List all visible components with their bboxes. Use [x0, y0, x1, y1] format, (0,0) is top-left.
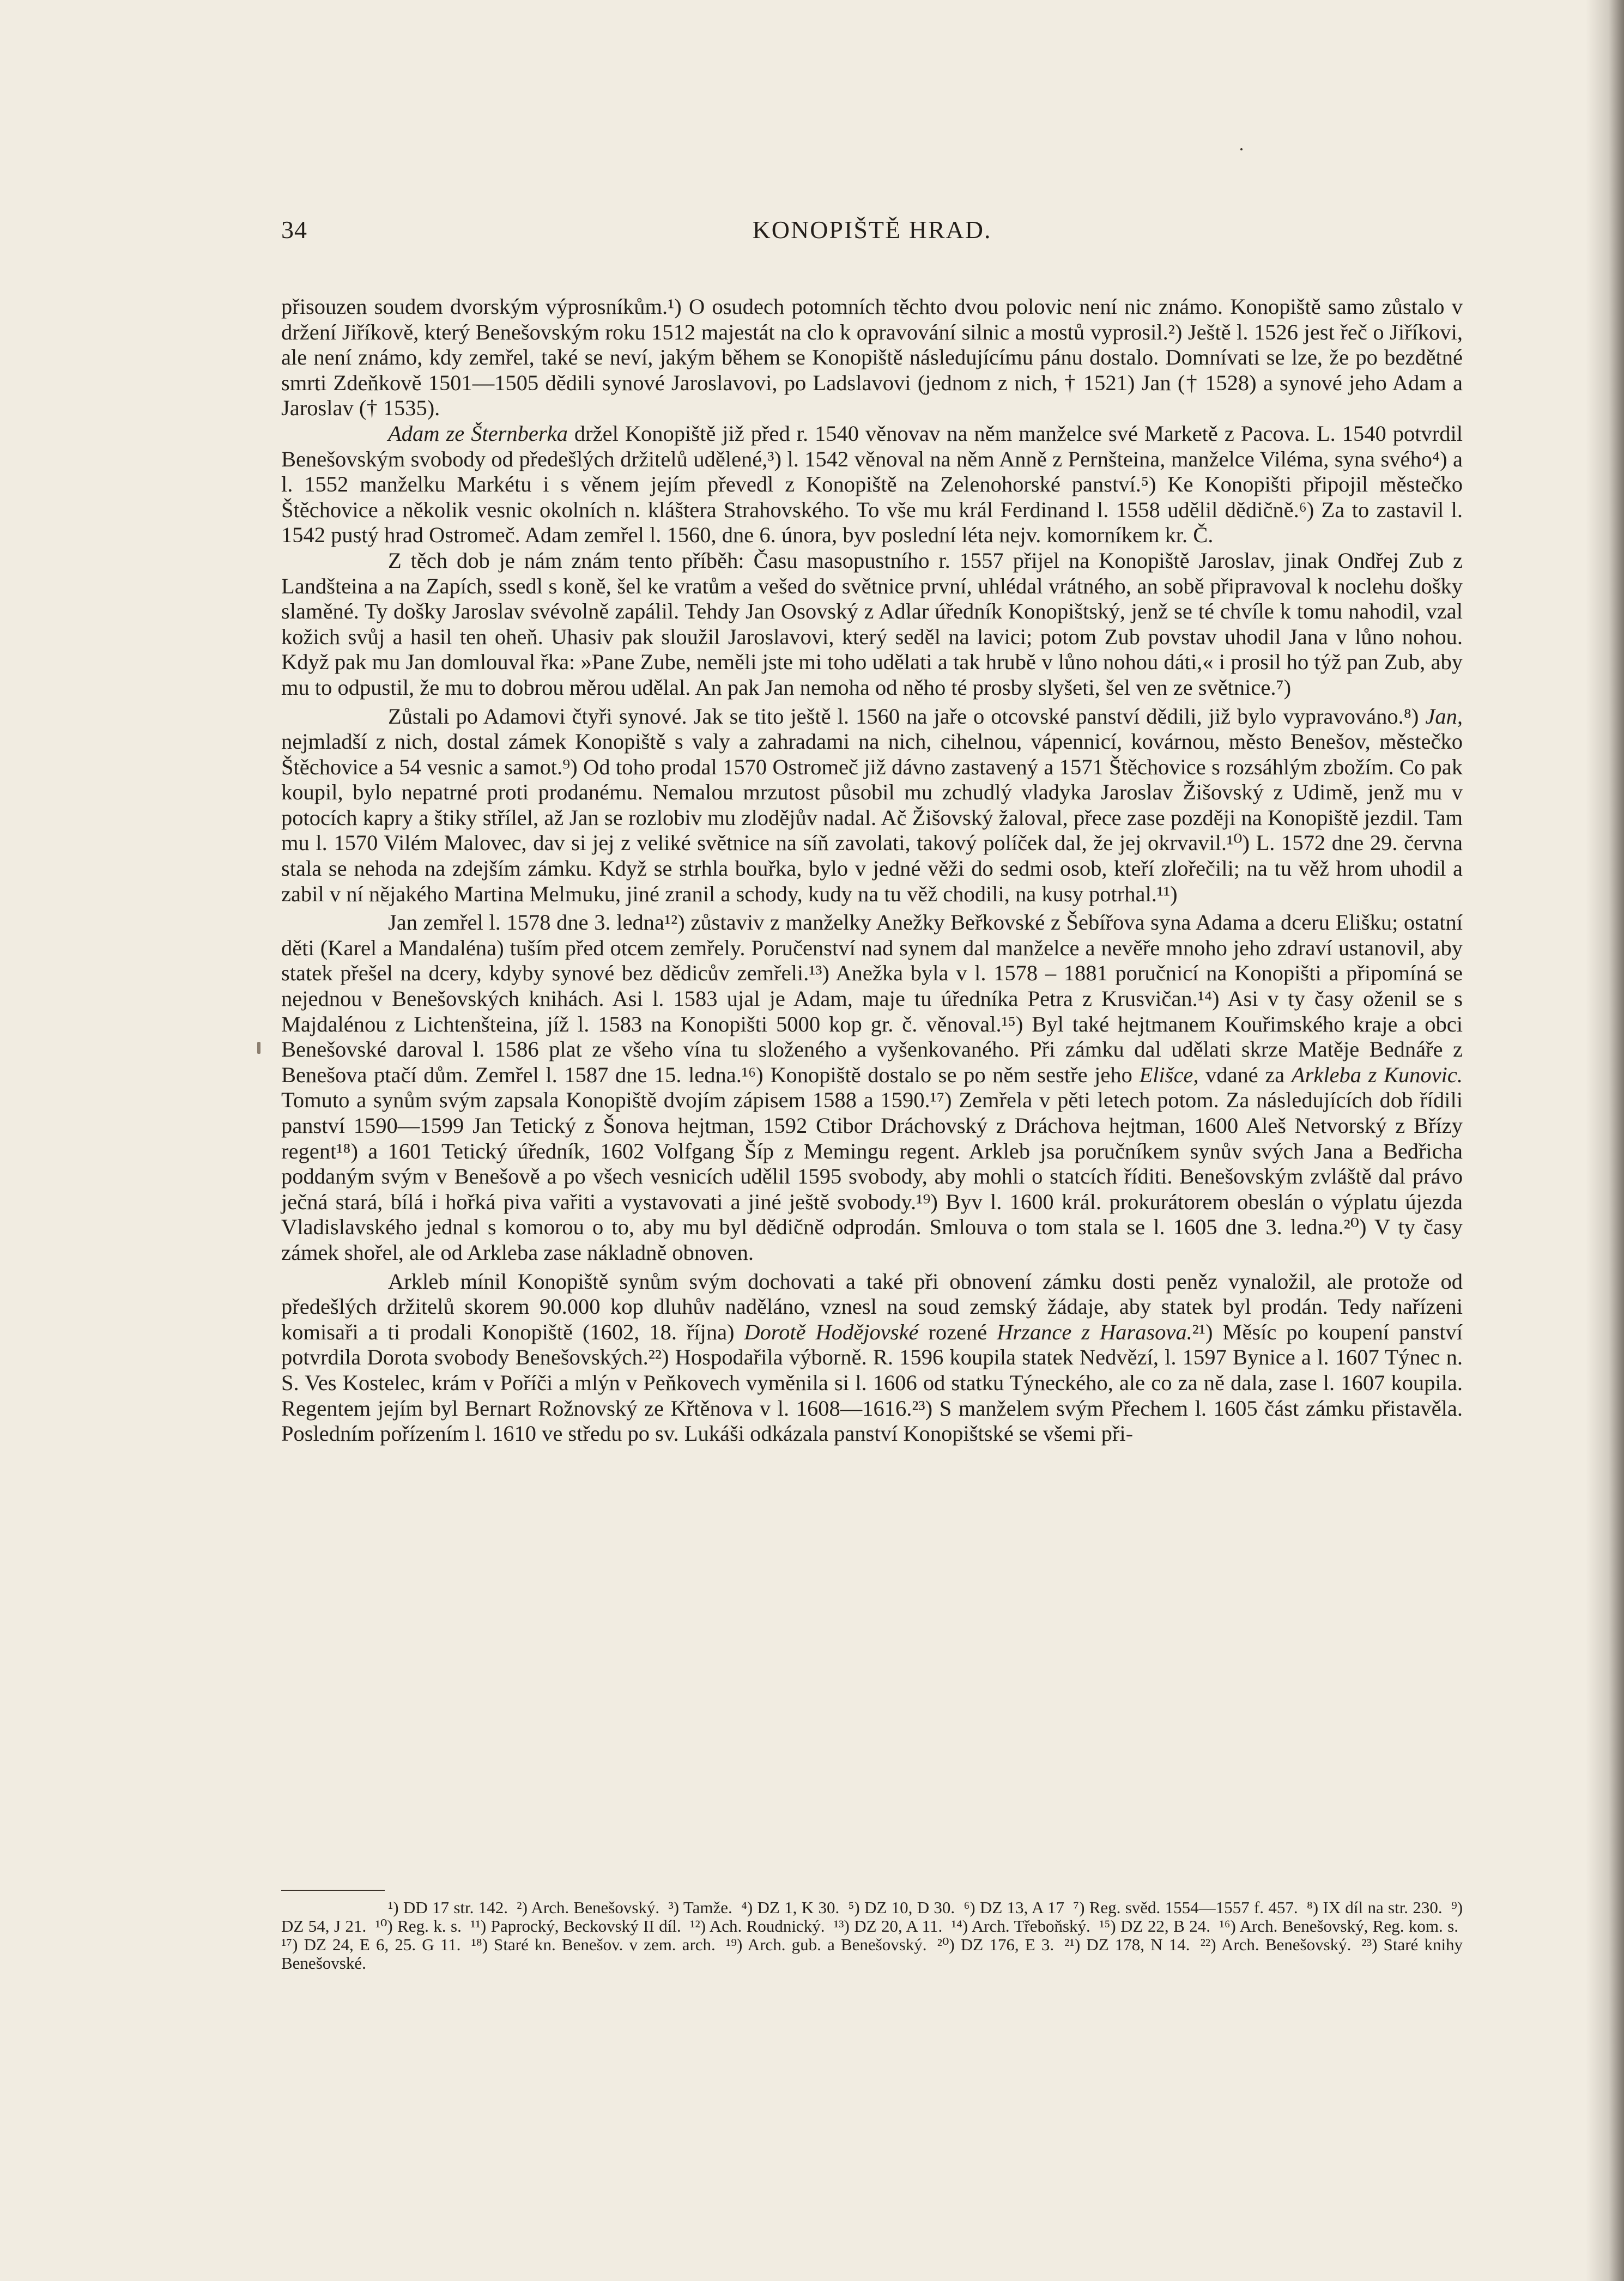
paragraph	[281, 910, 1463, 1265]
footnote: ¹¹) Paprocký, Beckovský II díl.	[470, 1916, 681, 1936]
footnote: ¹⁵) DZ 22, B 24.	[1099, 1916, 1210, 1936]
paper-speck	[257, 1042, 260, 1054]
footnote: ⁵) DZ 10, D 30.	[848, 1898, 955, 1917]
body-text	[281, 294, 1463, 1447]
footnote: ²¹) DZ 178, N 14.	[1064, 1935, 1190, 1954]
paragraph-text: Jan zemřel l. 1578 dne 3. ledna¹²) zůstaviv z manželky Anežky Beřkovské z Šebířova syna Adama a dceru Elišku; ostatní děti (Karel a Mandaléna) tuším před otcem zemřely. Poručenství nad synem dal manželce a nevěře mnoho jeho zdraví ustanovil, aby statek přešel na dcery, kdyby synové bez dědicův zemřeli.¹³) Anežka byla v l. 1578 – 1881 poručnicí na Konopišti a připomíná se nejednou v Benešovských knihách. Asi l. 1583 ujal je Adam, maje tu úředníka Petra z Krusvičan.¹⁴) Asi v ty časy oženil se s Majdalénou z Lichtenšteina, jíž l. 1583 na Konopišti 5000 kop gr. č. věnoval.¹⁵) Byl také hejtmanem Kouřimského kraje a obci Benešovské daroval l. 1586 plat ze všeho vína tu složeného a vyšenkovaného. Při zámku dal udělati skrze Matěje Bednáře z Benešova ptačí dům. Zemřel l. 1587 dne 15. ledna.¹⁶) Konopiště dostalo se po něm sestře jeho	[281, 910, 1463, 1087]
paragraph	[281, 421, 1463, 548]
person-name: Dorotě Hodějovské	[744, 1319, 919, 1344]
paragraph-text: držel Konopiště již před r. 1540 věnovav na něm manželce své Marketě z Pacova. L. 1540 potvrdil Benešovským svobody od předešlých držitelů udělené,³) l. 1542 věnoval na něm Anně z Pernšteina, manželce Viléma, syna svého⁴) a l. 1552 manželku Markétu i s věnem jejím převedl z Konopiště na Zelenohorské panství.⁵) Ke Konopišti připojil městečko Štěchovice a několik vesnic okolních n. kláštera Strahovského. To vše mu král Ferdinand l. 1558 udělil dědičně.⁶) Za to zastavil l. 1542 pustý hrad Ostromeč. Adam zemřel l. 1560, dne 6. února, byv poslední léta nejv. komorníkem kr. Č.	[281, 421, 1463, 548]
footnote: ¹²) Ach. Roudnický.	[690, 1916, 825, 1936]
page-edge-shadow	[1586, 0, 1624, 2281]
page-header	[281, 215, 1463, 264]
person-name: Arkleba z Kunovic.	[1291, 1062, 1463, 1087]
paragraph	[281, 1269, 1463, 1447]
footnote: ¹⁹) Arch. gub. a Benešovský.	[725, 1935, 927, 1954]
footnote: ²) Arch. Benešovský.	[517, 1898, 660, 1917]
paragraph-text: Z těch dob je nám znám tento příběh: Času masopustního r. 1557 přijel na Konopiště Jaroslav, jinak Ondřej Zub z Landšteina a na Zapích, ssedl s koně, šel ke vratům a vešed do světnice první, uhlédal vrátného, an sobě připravoval k noclehu došky slaměné. Ty došky Jaroslav svévolně zapálil. Tehdy Jan Osovský z Adlar úředník Konopištský, jenž se té chvíle k tomu nahodil, vzal kožich svůj a hasil ten oheň. Uhasiv pak sloužil Jaroslavovi, který seděl na lavici; potom Zub povstav uhodil Jana v lůno nohou. Když pak mu Jan domlouval řka: »Pane Zube, neměli jste mi toho udělati a tak hrubě v lůno nohou dáti,« i prosil ho týž pan Zub, aby mu to odpustil, že mu to dobrou měrou udělal. An pak Jan nemoha od něho té prosby slyšeti, šel ven ze světnice.⁷)	[281, 548, 1463, 700]
footnote: ¹³) DZ 20, A 11.	[833, 1916, 943, 1936]
footnote: ⁷) Reg. svěd. 1554—1557 f. 457.	[1073, 1898, 1298, 1917]
paragraph	[281, 548, 1463, 701]
footnote: ⁹) DZ 54, J 21.	[281, 1898, 1463, 1936]
paragraph-text: Zůstali po Adamovi čtyři synové. Jak se tito ještě l. 1560 na jaře o otcovské panství dědili, již bylo vypravováno.⁸)	[388, 703, 1426, 729]
paragraph-text: vdané za	[1198, 1062, 1292, 1087]
paragraph-text: přisouzen soudem dvorským výprosníkům.¹) O osudech potomních těchto dvou polovic není nic známo. Konopiště samo zůstalo v držení Jiříkově, který Benešovským roku 1512 majestát na clo k opravování silnic a mostů vyprosil.²) Ještě l. 1526 jest řeč o Jiříkovi, ale není známo, kdy zemřel, také se neví, jakým během se Konopiště následujícímu pánu dostalo. Domnívati se lze, že po bezdětné smrti Zdeňkově 1501—1505 dědili synové Jaroslavovi, po Ladslavovi (jednom z nich, † 1521) Jan († 1528) a synové jeho Adam a Jaroslav († 1535).	[281, 294, 1463, 421]
paragraph-text: nejmladší z nich, dostal zámek Konopiště s valy a zahradami na nich, cihelnou, vápennicí, kovárnou, město Benešov, městečko Štěchovice a 54 vesnic a samot.⁹) Od toho prodal 1570 Ostromeč již dávno zastavený a 1571 Štěchovice s rozsáhlým zbožím. Co pak koupil, bylo nepatrné proti prodanému. Nemalou mrzutost působil mu zchudlý vladyka Jaroslav Žišovský z Udimě, jenž mu v potocích kapry a štiky střílel, až Jan se rozlobiv mu zlodějův nadal. Ač Žišovský žaloval, přece zase později na Konopiště jezdil. Tam mu l. 1570 Vilém Malovec, dav si jej z veliké světnice na síň zavolati, takový políček dal, že jej okrvavil.¹⁰) L. 1572 dne 29. června stala se nehoda na zdejším zámku. Když se strhla bouřka, bylo v jedné věži do sedmi osob, kteří zlořečili; na tu věž hrom uhodil a zabil v ní nějakého Martina Melmuku, jiné zranil a schody, kudy na tu věž chodili, na kusy potrhal.¹¹)	[281, 729, 1463, 906]
paragraph	[281, 704, 1463, 907]
paper-speck	[1240, 148, 1243, 150]
footnote: ⁸) IX díl na str. 230.	[1306, 1898, 1443, 1917]
paragraph-text: Arkleb mínil Konopiště synům svým dochovati a také při obnovení zámku dosti peněz vynaložil, ale protože od předešlých držitelů skorem 90.000 kop dluhův naděláno, vznesl na soud zemský žádaje, aby statek byl prodán. Tedy nařízeni komisaři a ti prodali Konopiště (1602, 18. října)	[281, 1269, 1463, 1344]
footnote: ¹⁶) Arch. Benešovský, Reg. kom. s.	[1219, 1916, 1459, 1936]
person-name: Hrzance z Harasova.	[997, 1319, 1192, 1344]
footnote: ²³) Staré knihy Benešovské.	[281, 1935, 1463, 1973]
footnote: ³) Tamže.	[668, 1898, 732, 1917]
footnote: ²²) Arch. Benešovský.	[1200, 1935, 1352, 1954]
footnotes	[281, 1898, 1463, 1973]
footnote: ¹⁷) DZ 24, E 6, 25. G 11.	[281, 1935, 461, 1954]
person-name: Adam ze Šternberka	[388, 421, 568, 446]
footnote: ¹⁰) Reg. k. s.	[375, 1916, 462, 1936]
running-title: KONOPIŠTĚ HRAD.	[752, 216, 992, 244]
footnote: ⁶) DZ 13, A 17	[964, 1898, 1064, 1917]
footnote-rule	[281, 1890, 385, 1891]
paragraph-text: Tomuto a synům svým zapsala Konopiště dvojím zápisem 1588 a 1590.¹⁷) Zemřela v pěti letech potom. Za následujících dob řídili panství 1590—1599 Jan Tetický z Šonova hejtman, 1592 Ctibor Dráchovský z Dráchova hejtman, 1600 Aleš Netvorský z Břízy regent¹⁸) a 1601 Tetický úředník, 1602 Volfgang Šíp z Memingu regent. Arkleb jsa poručníkem synův svých Jana a Bedřicha poddaným svým v Benešově a po všech vesnicích udělil 1595 svobody, aby mohli o statcích říditi. Benešovským zvláště dal právo ječná stará, bílá i hořká piva vařiti a vystavovati a jiné ještě svobody.¹⁹) Byv l. 1600 král. prokurátorem obeslán o výplatu újezda Vladislavského jednal s komorou o to, aby mu byl dědičně odprodán. Smlouva o tom stala se l. 1605 dne 3. ledna.²⁰) V ty časy zámek shořel, ale od Arkleba zase nákladně obnoven.	[281, 1088, 1463, 1265]
person-name: Elišce,	[1139, 1062, 1199, 1087]
paragraph-text: ²¹) Měsíc po koupení panství potvrdila Dorota svobody Benešovských.²²) Hospodařila výborně. R. 1596 koupila statek Nedvězí, l. 1597 Bynice a l. 1607 Týnec n. S. Ves Kostelec, krám v Poříči a mlýn v Peňkovech vyměnila si l. 1606 od statku Týneckého, ale co za ně dala, zase l. 1607 koupila. Regentem jejím byl Bernart Rožnovský ze Křtěnova v l. 1608—1616.²³) S manželem svým Přechem l. 1605 část zámku přistavěla. Posledním pořízením l. 1610 ve středu po sv. Lukáši odkázala panství Konopištské se všemi při-	[281, 1319, 1463, 1446]
footnote: ¹) DD 17 str. 142.	[388, 1898, 508, 1917]
page-number: 34	[281, 216, 307, 244]
footnote: ¹⁴) Arch. Třeboňský.	[951, 1916, 1090, 1936]
footnote: ⁴) DZ 1, K 30.	[741, 1898, 840, 1917]
paragraph	[281, 294, 1463, 421]
footnote: ²⁰) DZ 176, E 3.	[937, 1935, 1055, 1954]
person-name: Jan,	[1425, 703, 1463, 729]
footnote: ¹⁸) Staré kn. Benešov. v zem. arch.	[471, 1935, 716, 1954]
paragraph-text: rozené	[918, 1319, 997, 1344]
